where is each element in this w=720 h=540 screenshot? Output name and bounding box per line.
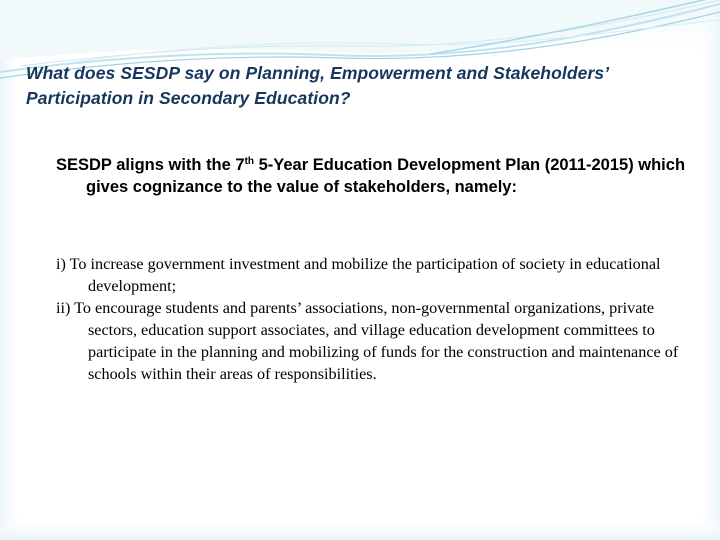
slide-title: What does SESDP say on Planning, Empowerment and Stakeholders’ Participation in Secondary Education? <box>26 63 609 108</box>
objectives-list <box>56 253 696 385</box>
objective-item: ii) To encourage students and parents’ associations, non-governmental organizations, private sectors, education support associates, and village education development committees to participate in the planning and mobilizing of funds for the construction and maintenance of schools within their areas of responsibilities. <box>56 299 679 383</box>
intro-paragraph <box>56 154 706 198</box>
objective-item: i) To increase government investment and mobilize the participation of society in educational development; <box>56 255 661 295</box>
intro-superscript: th <box>244 156 255 167</box>
intro-text-start: SESDP aligns with the 7 <box>56 156 245 174</box>
intro-text-end: 5-Year Education Development Plan (2011-2015) which gives cognizance to the value of stakeholders, namely: <box>86 156 686 196</box>
